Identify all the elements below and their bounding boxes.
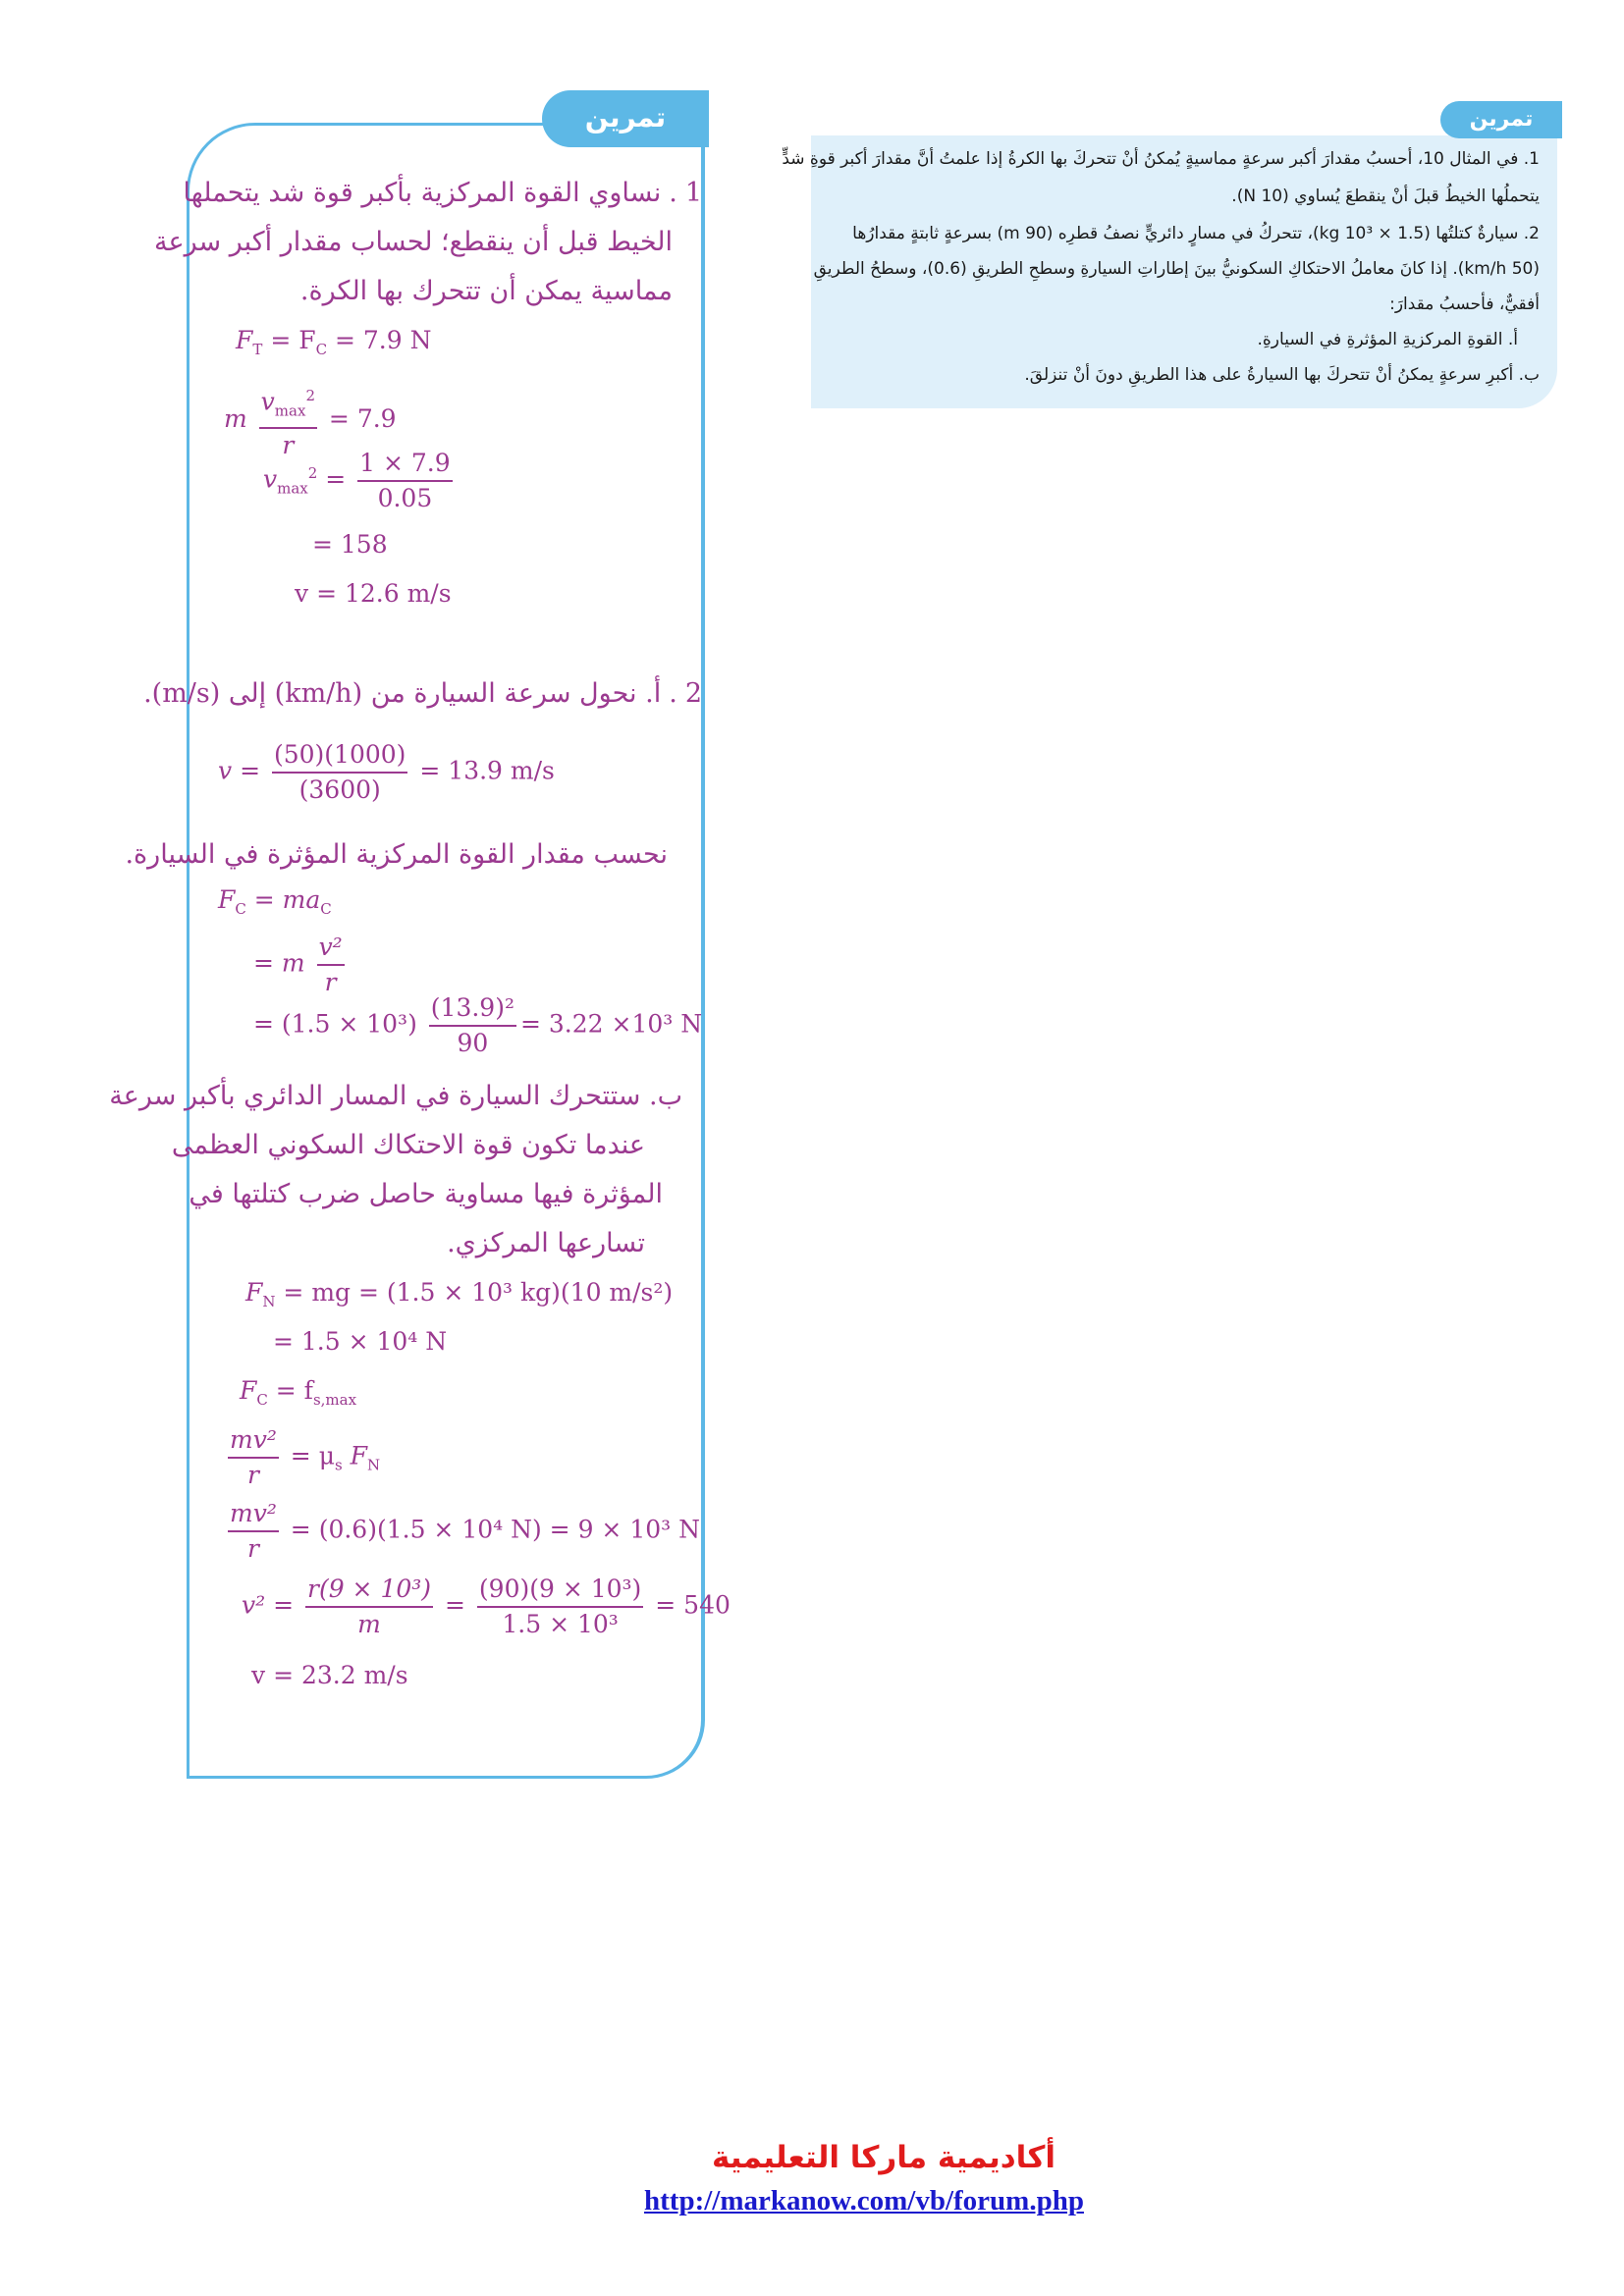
- exercise-line-1: 1. في المثال 10، أحسبُ مقدارَ أكبر سرعةٍ مماسيةٍ يُمكنُ أنْ تتحركَ بها الكرةُ إذا علمتُ أنَّ مقدارَ أكبر قوةِ شدٍّ: [782, 149, 1540, 169]
- exercise-tab: تمرين: [1440, 101, 1562, 138]
- q2-fc-fs-eq: $F_C = f_{s,max}$: [240, 1376, 357, 1409]
- q1-eq-5: v = 12.6 m/s: [295, 579, 452, 608]
- q1-eq-3: $v_{max}^2$ = $\frac{1 \times 7.9}{0.05}$: [263, 447, 457, 515]
- q1-eq-2: m $\frac{v_{max}^2}{r}$ = 7.9: [224, 379, 397, 462]
- exercise-line-2: يتحملُها الخيطُ قبلَ أنْ ينقطعَ يُساوي (10 N).: [1231, 187, 1540, 206]
- q2-mu-eq-2-fraction: $\frac{\text{mv²}}{r}$: [230, 1499, 277, 1563]
- q1-eq-3-fraction: $\frac{1 \times 7.9}{0.05}$: [359, 449, 451, 512]
- footer-academy-name: أكاديمية ماركا التعليمية: [712, 2140, 1056, 2175]
- q1-text-line-3: مماسية يمكن أن تتحرك بها الكرة.: [299, 276, 673, 306]
- q2-fc-eq-2-fraction: $\frac{\text{v²}}{r}$: [318, 933, 343, 996]
- q2-conversion-eq: v = $\frac{(50)(1000)}{(3600)}$ = 13.9 m/s: [218, 738, 555, 807]
- q1-eq-4: = 158: [312, 530, 388, 559]
- q2-mu-eq-2: $\frac{\text{mv²}}{r}$ = (0.6)(1.5 × 10⁴ N) = 9 × 10³ N: [224, 1497, 700, 1566]
- q2-v2-eq: v² = $\frac{\text{r(9 × 10³)}}{m}$ = $\frac{\text{(90)(9 × 10³)}}{\text{1.5 × 10³}}$ = 540: [242, 1573, 731, 1641]
- q2-v2-fraction-1: $\frac{\text{r(9 × 10³)}}{m}$: [307, 1575, 432, 1638]
- q2-fn-eq-1: $F_N$ = mg = (1.5 × 10³ kg)(10 m/s²): [245, 1278, 674, 1310]
- q2-conversion-fraction: $\frac{(50)(1000)}{(3600)}$: [273, 740, 406, 804]
- q2-b-line-2: عندما تكون قوة الاحتكاك السكوني العظمى: [171, 1130, 645, 1160]
- exercise-line-6: أ. القوةِ المركزيةِ المؤثرةِ في السيارةِ.: [1257, 330, 1518, 349]
- exercise-line-4: (50 km/h). إذا كانَ معاملُ الاحتكاكِ السكونيُّ بينَ إطاراتِ السيارةِ وسطحِ الطريقِ (0.6)، وسطحُ الطريقِ: [813, 259, 1540, 279]
- q2-b-line-1: ب. ستتحرك السيارة في المسار الدائري بأكبر سرعة: [109, 1081, 682, 1111]
- q2-fc-eq-3: = (1.5 × 10³) $\frac{\text{(13.9)²}}{90}$ = 3.22 ×10³ N: [253, 991, 702, 1060]
- q1-number: 1: [684, 178, 702, 208]
- q2-b-line-4: تسارعها المركزي.: [447, 1228, 645, 1258]
- exercise-line-7: ب. أكبرِ سرعةٍ يمكنُ أنْ تتحركَ بها السيارةُ على هذا الطريقِ دونَ أنْ تنزلقَ.: [1024, 365, 1540, 385]
- q2-calc-text: نحسب مقدار القوة المركزية المؤثرة في السيارة.: [125, 839, 668, 870]
- answer-tab: تمرين: [542, 90, 709, 147]
- q2-fc-eq-2: = m $\frac{\text{v²}}{r}$: [253, 931, 349, 999]
- q2-number: 2: [684, 678, 702, 709]
- q1-text: [154, 169, 702, 326]
- q2-a-line: أ. نحول سرعة السيارة من (km/h) إلى (m/s).: [143, 678, 662, 709]
- q1-eq-2-fraction: $\frac{v_{max}^2}{r}$: [259, 379, 317, 462]
- q2-v2-fraction-2: $\frac{\text{(90)(9 × 10³)}}{\text{1.5 × 10³}}$: [478, 1575, 642, 1638]
- q2-v-final: v = 23.2 m/s: [251, 1661, 408, 1689]
- q2-b-text: [109, 1072, 682, 1278]
- exercise-line-5: أفقيٌّ، فأحسبُ مقدارَ:: [1389, 294, 1540, 314]
- q1-text-line-1: نساوي القوة المركزية بأكبر قوة شد يتحملها: [183, 178, 662, 208]
- q2-mu-eq-1-fraction: $\frac{\text{mv²}}{r}$: [230, 1425, 277, 1489]
- q1-text-line-2: الخيط قبل أن ينقطع؛ لحساب مقدار أكبر سرعة: [154, 227, 673, 257]
- q1-line-1: 1.نساوي القوة المركزية بأكبر قوة شد يتحملها: [183, 178, 702, 208]
- footer-forum-link[interactable]: http://markanow.com/vb/forum.php: [644, 2185, 1084, 2216]
- q2-a-text: 2.أ. نحول سرعة السيارة من (km/h) إلى (m/s).: [143, 678, 702, 709]
- q1-eq-1: $F_T = F_C = 7.9$ N: [236, 326, 432, 358]
- exercise-line-3: 2. سيارةٌ كتلتُها (1.5 × 10³ kg)، تتحركُ في مسارٍ دائريٍّ نصفُ قطرِه (90 m) بسرعةٍ ثابتةٍ مقدارُها: [852, 224, 1540, 243]
- q2-b-line-3: المؤثرة فيها مساوية حاصل ضرب كتلتها في: [189, 1179, 663, 1209]
- q2-fc-eq-3-fraction: $\frac{\text{(13.9)²}}{90}$: [430, 993, 514, 1057]
- q2-mu-eq-1: $\frac{\text{mv²}}{r}$ = $\mu_s$ $F_N$: [224, 1423, 380, 1492]
- q2-fn-eq-2: = 1.5 × 10⁴ N: [273, 1327, 448, 1356]
- q2-fc-eq-1: $F_C = ma_C$: [218, 885, 332, 918]
